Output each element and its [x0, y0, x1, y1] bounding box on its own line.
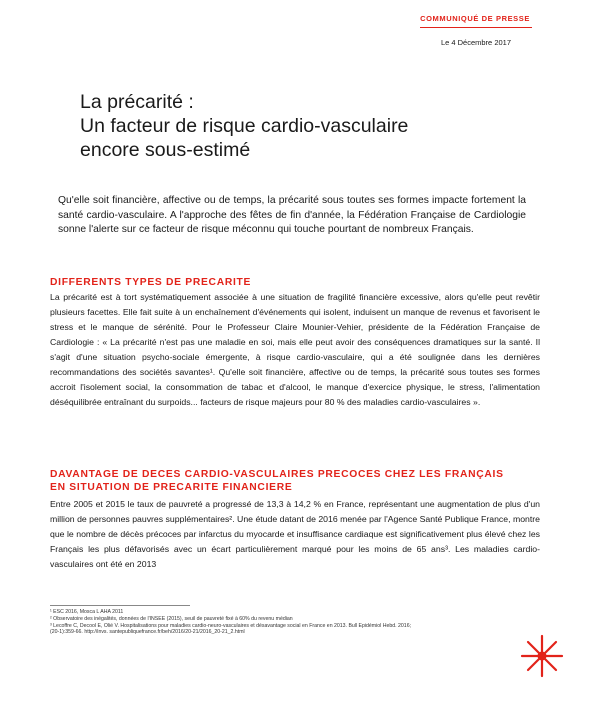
footnote-3: ³ Lecoffre C, Decool E, Olié V. Hospitalisations pour maladies cardio-neuro-vasculaires et désavantage social en France en 2013. Bull Epidémiol Hebd. 2016;: [50, 622, 412, 629]
footnote-3-link[interactable]: (20-1):359-66. http://invs. santepubliquefrance.fr/beh/2016/20-21/2016_20-21_2.html: [50, 629, 245, 636]
footnote-divider: [50, 605, 190, 606]
section-heading-deaths-line-1: DAVANTAGE DE DECES CARDIO-VASCULAIRES PRECOCES CHEZ LES FRANÇAIS: [50, 469, 504, 480]
intro-paragraph: Qu'elle soit financière, affective ou de temps, la précarité sous toutes ses formes impacte fortement la santé cardio-vasculaire. A l'approche des fêtes de fin d'année, la Fédération Française de Cardiologie sonne l'alerte sur ce facteur de risque méconnu qui touche pourtant de nombreux Français.: [58, 195, 526, 236]
section-types-paragraph: La précarité est à tort systématiquement associée à une situation de fragilité financière excessive, alors qu'elle peut revêtir plusieurs facettes. Elle fait suite à un enchaînement d'événements qui isolent, induisent un manque de revenus et favorisent le stress et le manque de sérénité. Pour le Professeur Claire Mounier-Vehier, présidente de la Fédération Française de Cardiologie : « La précarité n'est pas une maladie en soi, mais elle peut avoir des conséquences dramatiques sur la santé. Il s'agit d'une situation psycho-sociale émergente, à risque cardio-vasculaire, qui a été soulignée dans les dernières recommandations des sociétés savantes¹. Qu'elle soit financière, affective ou de temps, la précarité sous toutes ses formes accroit l'isolement social, la consommation de tabac et d'alcool, le manque d'exercice physique, le stress, l'alimentation déséquilibrée entraînant du surpoids... facteurs de risque majeurs pour 80 % des maladies cardio-vasculaires ».: [50, 292, 540, 407]
section-heading-deaths-line-2: EN SITUATION DE PRECARITE FINANCIERE: [50, 482, 293, 494]
title-line-1: La précarité :: [80, 91, 194, 113]
press-release-label: COMMUNIQUÉ DE PRESSE: [420, 14, 530, 23]
press-release-date: Le 4 Décembre 2017: [440, 38, 511, 47]
title-line-2: Un facteur de risque cardio-vasculaire: [80, 115, 409, 137]
section-deaths-paragraph: Entre 2005 et 2015 le taux de pauvreté a progressé de 13,3 à 14,2 % en France, représentant une augmentation de plus d'un million de personnes pauvres supplémentaires². Une étude datant de 2016 menée par l'Agence Santé Publique France, montre que le nombre de décès précoces par infarctus du myocarde et insuffisance cardiaque est significativement plus élevé chez les Français les plus défavorisés avec un écart particulièrement marqué pour les moins de 65 ans³. Les maladies cardio-vasculaires ont été en 2013: [50, 499, 540, 569]
section-heading-types: DIFFERENTS TYPES DE PRECARITE: [50, 277, 252, 288]
heart-star-logo-icon: [516, 630, 568, 682]
press-release-divider: [420, 27, 532, 28]
footnote-2: ² Observatoire des inégalités, données de l'INSEE (2015), seuil de pauvreté fixé à 60% du revenu médian: [50, 615, 293, 622]
section-heading-deaths: [50, 468, 540, 494]
page-title: [80, 90, 510, 162]
footnote-1: ¹ ESC 2016, Mosca L AHA 2011: [50, 609, 124, 615]
title-line-3: encore sous-estimé: [80, 139, 251, 161]
footnotes: [50, 609, 540, 636]
